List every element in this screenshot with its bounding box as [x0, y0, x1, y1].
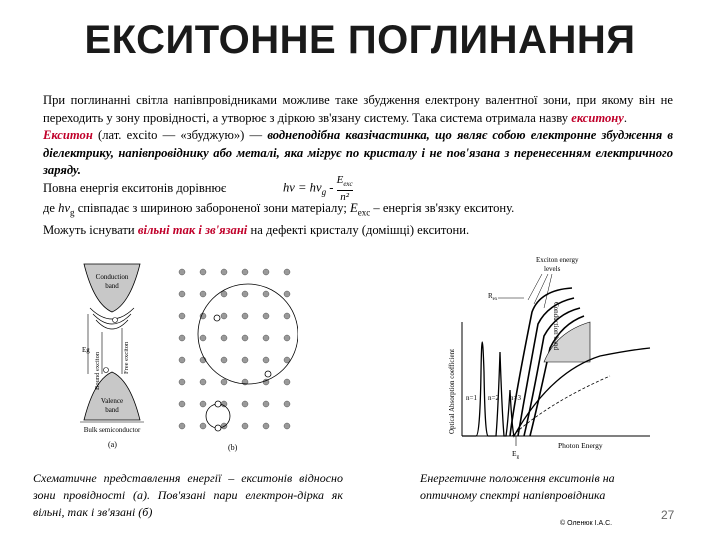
bulk-semiconductor-label: Bulk semiconductor — [83, 426, 141, 434]
copyright: © Оленюк І.А.С. — [560, 520, 613, 527]
caption-right: Енергетичне положення екситонів на оптичному спектрі напівпровідника — [420, 471, 615, 502]
lattice-atom — [179, 291, 185, 297]
lattice-atom — [242, 291, 248, 297]
definition-text: воднеподібна квазічастинка, що являє собою електронне збудження в діелектрику, напівпровіднику або металі, яка мігрує по кристалу і не пов'язана з перенесенням електричного заряду. — [43, 128, 673, 177]
formula-hv: hν = hν — [283, 179, 322, 194]
rex-label: $R_{ex}$ — [488, 292, 498, 302]
lattice-atom — [200, 269, 206, 275]
lattice-atom — [179, 357, 185, 363]
where-text: співпадає з шириною забороненої зони матеріалу; — [74, 200, 351, 215]
lattice-atom — [179, 401, 185, 407]
y-axis-label: Optical Absorption coefficient — [448, 348, 456, 434]
free-exciton-orbit — [198, 284, 298, 384]
conduction-band-shaded — [544, 322, 590, 362]
lattice-atom — [221, 379, 227, 385]
lattice-atom — [263, 313, 269, 319]
eg-label: Eg — [82, 346, 90, 354]
energy-text: Повна енергія екситонів дорівнює — [43, 180, 227, 195]
eg-axis-label: $E_g$ — [512, 449, 520, 460]
n3-label: n=3 — [510, 394, 521, 402]
types-text-2: на дефекті кристалу (домішці) екситони. — [247, 222, 470, 237]
types-text: Можуть існувати — [43, 222, 138, 237]
n2-label: n=2 — [488, 394, 499, 402]
paragraph-intro: При поглинанні світла напівпровідниками можливе таке збудження електрону валентної зони, при якому він не переходить у зону провідності, а утворює з діркою зв'язану систему. Така система отримала назву екситону. — [43, 93, 673, 125]
label-b: (b) — [228, 443, 238, 452]
term-exciton: екситону — [571, 110, 624, 125]
paragraph-types — [43, 222, 673, 240]
lattice-atom — [200, 335, 206, 341]
formula-denominator: n² — [340, 190, 350, 203]
crystal-lattice — [179, 269, 290, 429]
lattice-atom — [200, 291, 206, 297]
lattice-atom — [200, 401, 206, 407]
absorption-spectrum-figure — [440, 252, 670, 462]
body-text — [43, 92, 673, 239]
formula-fraction — [337, 174, 353, 203]
where-e: E — [350, 200, 358, 215]
lattice-atom — [179, 335, 185, 341]
lattice-atom — [263, 423, 269, 429]
paragraph-definition — [43, 127, 673, 180]
where-prefix: де — [43, 200, 59, 215]
exciton-level-arc — [96, 320, 128, 329]
free-exciton-label: Free exciton — [123, 341, 130, 374]
lattice-atom — [242, 423, 248, 429]
lattice-atom — [242, 335, 248, 341]
caption-left: Схематичне представлення енергії – екситонів відносно зони провідності (а). Пов'язані пари електрон-дірка як вільні, так і зв'язані (б) — [33, 471, 343, 519]
etymology-text: (лат. excito — «збуджую») — — [92, 128, 268, 142]
paragraph-where — [43, 200, 673, 222]
exciton-schematic-figure — [78, 262, 298, 462]
formula-minus: - — [326, 179, 337, 194]
term-exciton-heading: Екситон — [43, 128, 93, 142]
lattice-atom — [263, 269, 269, 275]
lattice-atom — [221, 269, 227, 275]
lattice-atom — [221, 401, 227, 407]
lattice-atom — [284, 313, 290, 319]
page-title: ЕКСИТОННЕ ПОГЛИНАННЯ — [84, 18, 636, 62]
x-axis-label: Photon Energy — [558, 441, 603, 450]
lattice-atom — [263, 357, 269, 363]
lattice-atom — [179, 269, 185, 275]
lattice-atom — [242, 269, 248, 275]
where-e-sub: exc — [357, 207, 371, 218]
n1-label: n=1 — [466, 394, 477, 402]
label-a: (a) — [108, 440, 117, 449]
lattice-atom — [200, 379, 206, 385]
lattice-atom — [221, 357, 227, 363]
bound-exciton-label: Bound exciton — [94, 351, 101, 390]
lattice-atom — [242, 357, 248, 363]
intro-text: При поглинанні світла напівпровідниками можливе таке збудження електрону валентної зони, при якому він не переходить у зону провідності, а утворює з діркою зв'язану систему. Така система отримала назву — [43, 93, 673, 125]
exciton-levels-label-1: Exciton energy — [536, 256, 579, 264]
formula-numerator: E — [336, 173, 344, 186]
conduction-band-label-1: Conduction — [95, 273, 129, 281]
lattice-atom — [242, 401, 248, 407]
exciton-levels-label-2: levels — [544, 265, 561, 273]
valence-band-label-2: band — [105, 406, 119, 414]
lattice-atom — [284, 423, 290, 429]
lattice-atom — [242, 313, 248, 319]
lattice-atom — [263, 335, 269, 341]
energy-formula — [283, 174, 353, 203]
lattice-atom — [284, 335, 290, 341]
page-number: 27 — [661, 508, 675, 522]
lattice-atom — [221, 291, 227, 297]
conduction-band-curve — [524, 308, 580, 436]
term-free-bound: вільні так і зв'язані — [137, 222, 248, 237]
bound-exciton-orbit — [206, 404, 230, 428]
valence-band-label-1: Valence — [100, 397, 124, 405]
lattice-atom — [179, 313, 185, 319]
lattice-atom — [284, 401, 290, 407]
where-hv-sub: g — [70, 207, 75, 218]
where-text-2: – енергія зв'язку екситону. — [370, 200, 515, 215]
lattice-atom — [179, 423, 185, 429]
lattice-atom — [200, 423, 206, 429]
formula-hv-sub: g — [321, 186, 327, 197]
paragraph-energy — [43, 173, 673, 203]
conduction-band-label-2: band — [105, 282, 119, 290]
lattice-atom — [221, 335, 227, 341]
formula-numerator-sub: exc — [343, 179, 353, 188]
lattice-atom — [284, 291, 290, 297]
lattice-atom — [284, 379, 290, 385]
lattice-atom — [263, 401, 269, 407]
lattice-atom — [179, 379, 185, 385]
lattice-atom — [284, 269, 290, 275]
lattice-atom — [263, 291, 269, 297]
where-hv: hν — [58, 200, 71, 215]
lattice-atom — [221, 313, 227, 319]
conduction-band-label: Conduction band — [552, 302, 560, 351]
